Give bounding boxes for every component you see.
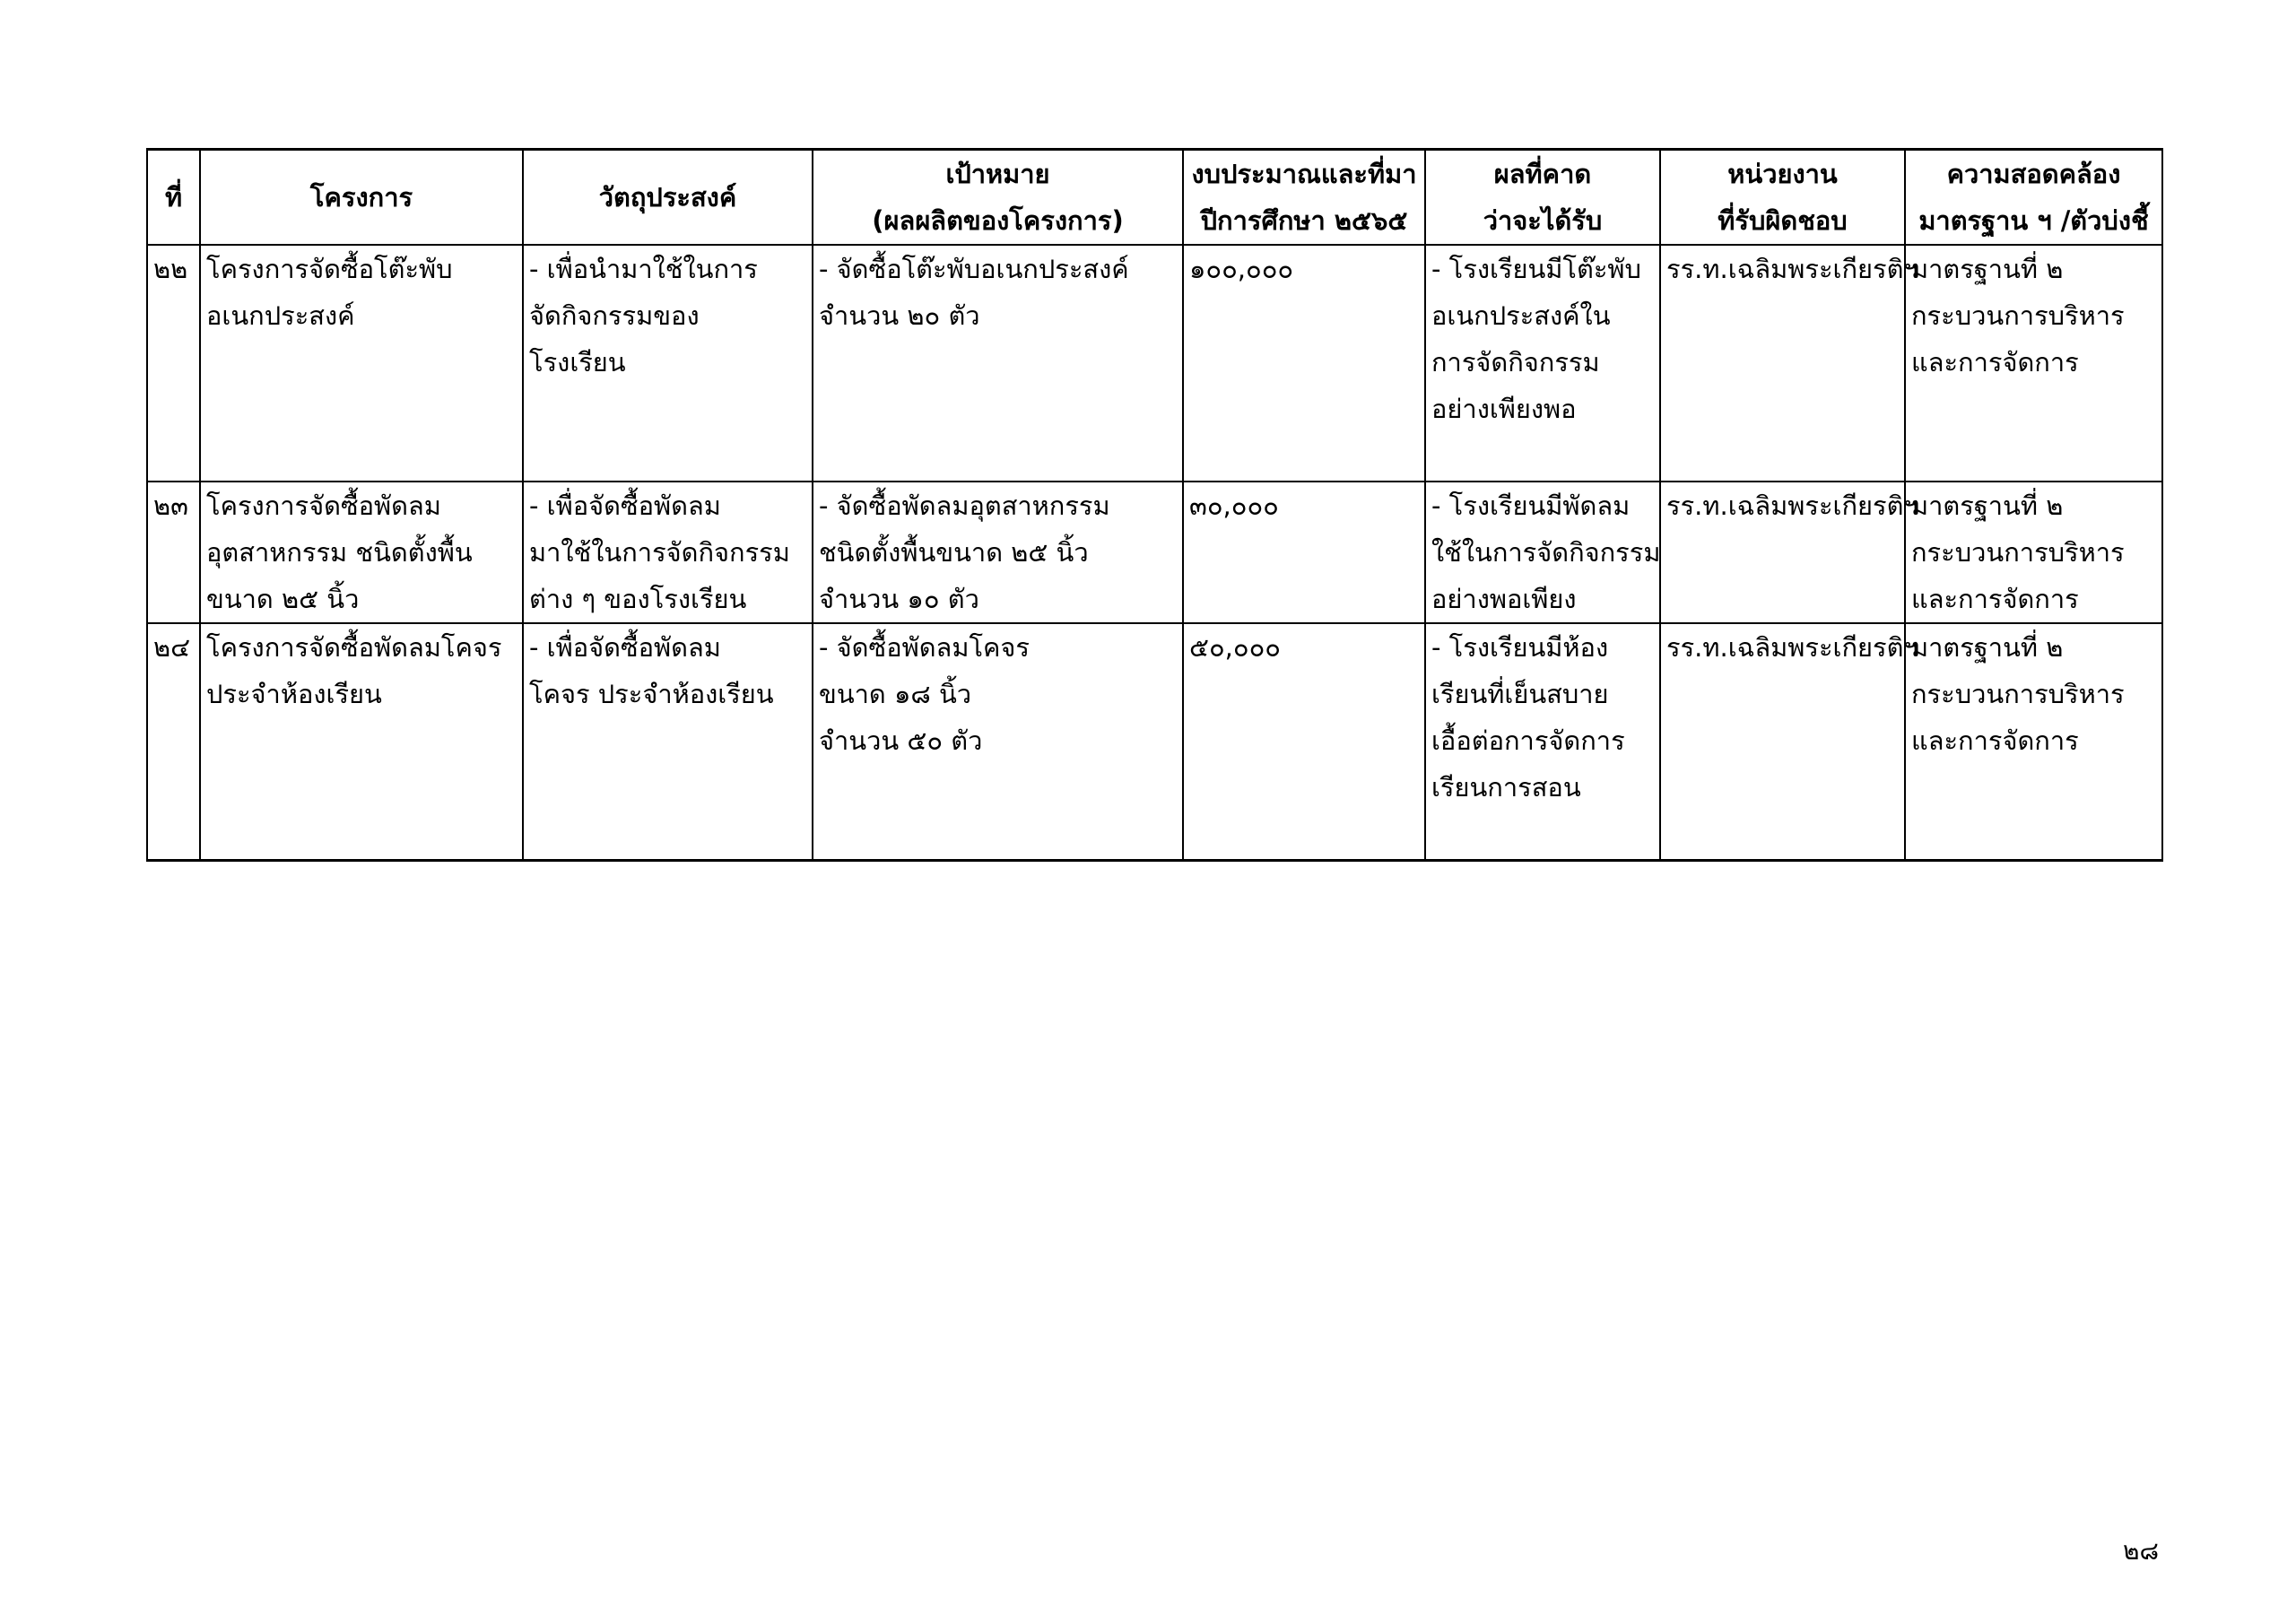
cell-line: เรียนที่เย็นสบาย <box>1431 679 1609 709</box>
cell-no <box>147 482 200 623</box>
cell-line: ๒๓ <box>153 490 188 521</box>
cell-line: จำนวน ๕๐ ตัว <box>819 725 983 756</box>
cell-objective <box>523 482 813 623</box>
cell-objective <box>523 245 813 482</box>
cell-line: จำนวน ๒๐ ตัว <box>819 300 980 331</box>
cell-line: ๕๐,๐๐๐ <box>1189 632 1281 663</box>
cell-line: กระบวนการบริหาร <box>1911 679 2125 709</box>
cell-standard <box>1905 623 2162 861</box>
header-line: วัตถุประสงค์ <box>598 182 737 213</box>
header-project <box>200 150 523 246</box>
cell-budget <box>1183 482 1425 623</box>
cell-line: ๒๔ <box>153 632 191 663</box>
cell-line: ขนาด ๑๘ นิ้ว <box>819 679 972 709</box>
cell-standard <box>1905 482 2162 623</box>
cell-target <box>813 245 1183 482</box>
table-row <box>147 623 2162 861</box>
header-line: โครงการ <box>309 182 413 213</box>
table-row <box>147 482 2162 623</box>
cell-line: อเนกประสงค์ <box>206 300 355 331</box>
cell-line: ๑๐๐,๐๐๐ <box>1189 254 1294 284</box>
header-line: ผลที่คาด <box>1493 159 1592 189</box>
header-no <box>147 150 200 246</box>
cell-line: และการจัดการ <box>1911 347 2079 378</box>
cell-line: - โรงเรียนมีห้อง <box>1431 632 1609 663</box>
cell-target <box>813 482 1183 623</box>
cell-standard <box>1905 245 2162 482</box>
header-line: เป้าหมาย <box>945 159 1050 189</box>
cell-line: - จัดซื้อโต๊ะพับอเนกประสงค์ <box>819 254 1129 284</box>
cell-line: อย่างเพียงพอ <box>1431 394 1577 424</box>
table-row <box>147 245 2162 482</box>
cell-line: อเนกประสงค์ใน <box>1431 300 1611 331</box>
cell-line: อุตสาหกรรม ชนิดตั้งพื้น <box>206 537 473 568</box>
table-header <box>147 150 2162 246</box>
header-line: งบประมาณและที่มา <box>1191 159 1417 189</box>
cell-line: - เพื่อนำมาใช้ในการ <box>529 254 758 284</box>
cell-line: - เพื่อจัดซื้อพัดลม <box>529 490 721 521</box>
cell-line: ๓๐,๐๐๐ <box>1189 490 1279 521</box>
cell-unit <box>1660 623 1918 861</box>
cell-line: การจัดกิจกรรม <box>1431 347 1600 378</box>
cell-no <box>147 245 200 482</box>
cell-line: อย่างพอเพียง <box>1431 584 1577 614</box>
cell-line: เอื้อต่อการจัดการ <box>1431 725 1625 756</box>
header-line: ที่ <box>164 182 183 213</box>
cell-no <box>147 623 200 861</box>
cell-line: - เพื่อจัดซื้อพัดลม <box>529 632 721 663</box>
cell-line: ขนาด ๒๕ นิ้ว <box>206 584 360 614</box>
cell-line: ชนิดตั้งพื้นขนาด ๒๕ นิ้ว <box>819 537 1089 568</box>
header-standard <box>1905 150 2162 246</box>
cell-line: กระบวนการบริหาร <box>1911 300 2125 331</box>
cell-objective <box>523 623 813 861</box>
cell-line: โครงการจัดซื้อโต๊ะพับ <box>206 254 453 284</box>
cell-line: มาตรฐานที่ ๒ <box>1911 254 2064 284</box>
cell-project <box>200 623 523 861</box>
cell-budget <box>1183 623 1425 861</box>
cell-line: - จัดซื้อพัดลมโคจร <box>819 632 1030 663</box>
cell-line: และการจัดการ <box>1911 725 2079 756</box>
cell-line: โครงการจัดซื้อพัดลมโคจร <box>206 632 502 663</box>
cell-expected <box>1425 623 1660 861</box>
cell-target <box>813 623 1183 861</box>
project-plan-table <box>146 148 2163 862</box>
cell-line: ใช้ในการจัดกิจกรรม <box>1431 537 1661 568</box>
cell-unit <box>1660 245 1918 482</box>
cell-line: โครงการจัดซื้อพัดลม <box>206 490 441 521</box>
cell-line: และการจัดการ <box>1911 584 2079 614</box>
cell-expected <box>1425 482 1660 623</box>
header-line: ที่รับผิดชอบ <box>1718 205 1848 236</box>
cell-line: รร.ท.เฉลิมพระเกียรติฯ <box>1666 490 1918 521</box>
cell-line: เรียนการสอน <box>1431 772 1581 803</box>
header-budget <box>1183 150 1425 246</box>
cell-line: - โรงเรียนมีพัดลม <box>1431 490 1631 521</box>
header-expected <box>1425 150 1660 246</box>
header-line: ว่าจะได้รับ <box>1483 205 1603 236</box>
cell-project <box>200 245 523 482</box>
cell-line: - จัดซื้อพัดลมอุตสาหกรรม <box>819 490 1110 521</box>
cell-line: มาใช้ในการจัดกิจกรรม <box>529 537 790 568</box>
cell-project <box>200 482 523 623</box>
cell-line: กระบวนการบริหาร <box>1911 537 2125 568</box>
cell-line: ๒๒ <box>153 254 188 284</box>
header-line: ความสอดคล้อง <box>1946 159 2121 189</box>
cell-line: มาตรฐานที่ ๒ <box>1911 632 2064 663</box>
header-line: ปีการศึกษา ๒๕๖๕ <box>1200 205 1408 236</box>
cell-line: รร.ท.เฉลิมพระเกียรติฯ <box>1666 254 1918 284</box>
cell-line: โรงเรียน <box>529 347 626 378</box>
header-target <box>813 150 1183 246</box>
header-objective <box>523 150 813 246</box>
header-row <box>147 150 2162 246</box>
cell-expected <box>1425 245 1660 482</box>
page-number: ๒๘ <box>2123 1536 2160 1566</box>
cell-line: มาตรฐานที่ ๒ <box>1911 490 2064 521</box>
header-line: หน่วยงาน <box>1727 159 1838 189</box>
header-line: มาตรฐาน ฯ /ตัวบ่งชี้ <box>1918 205 2149 236</box>
header-unit <box>1660 150 1905 246</box>
cell-line: - โรงเรียนมีโต๊ะพับ <box>1431 254 1641 284</box>
cell-line: จัดกิจกรรมของ <box>529 300 700 331</box>
cell-line: โคจร ประจำห้องเรียน <box>529 679 774 709</box>
cell-line: รร.ท.เฉลิมพระเกียรติฯ <box>1666 632 1918 663</box>
header-line: (ผลผลิตของโครงการ) <box>872 205 1124 236</box>
cell-line: ประจำห้องเรียน <box>206 679 382 709</box>
cell-line: ต่าง ๆ ของโรงเรียน <box>529 584 747 614</box>
cell-budget <box>1183 245 1425 482</box>
cell-unit <box>1660 482 1918 623</box>
cell-line: จำนวน ๑๐ ตัว <box>819 584 979 614</box>
